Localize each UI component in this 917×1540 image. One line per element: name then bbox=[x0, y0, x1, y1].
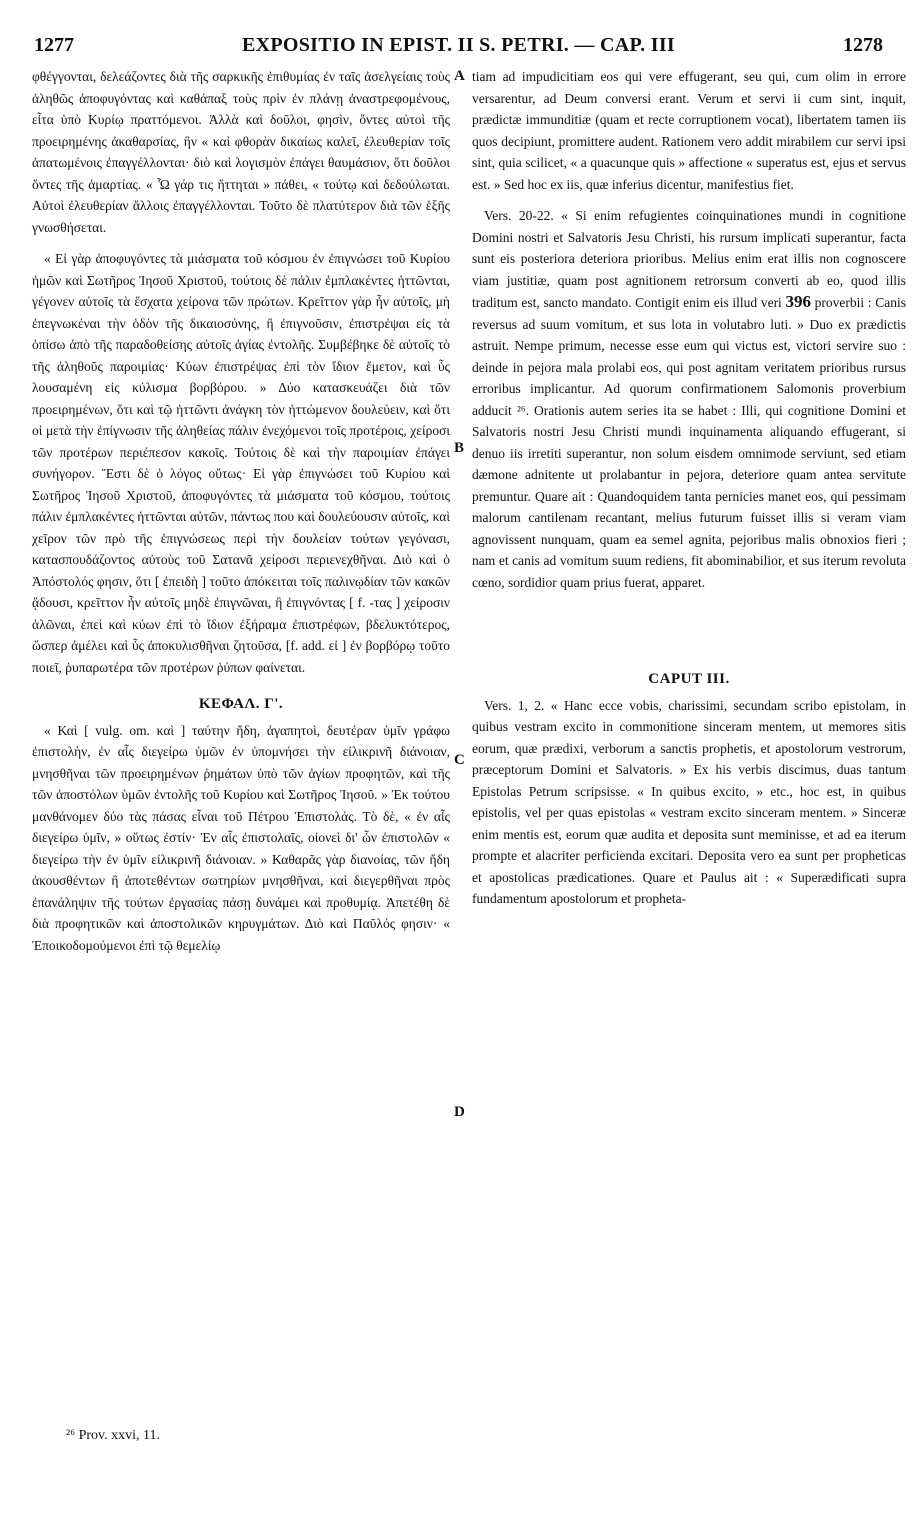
greek-paragraph: « Εἰ γὰρ ἀποφυγόντες τὰ μιάσματα τοῦ κόσμου ἐν ἐπιγνώσει τοῦ Κυρίου ἡμῶν καὶ Σωτῆρος Ἰησοῦ Χριστοῦ, τούτοις δὲ πάλιν ἐμπλακέντες ἡττῶνται, γέγονεν αὐτοῖς τὰ ἔσχατα χείρονα τῶν πρώτων. Κρεῖττον γὰρ ἦν αὐτοῖς, μὴ ἐπεγνωκέναι τὴν ὁδὸν τῆς δικαιοσύνης, ἢ ἐπιγνοῦσιν, ἐπιστρέψαι εἰς τὰ ὀπίσω ἀπὸ τῆς παραδοθείσης αὐτοῖς ἁγίας ἐντολῆς. Συμβέβηκε δὲ αὐτοῖς τὸ τῆς ἀληθοῦς παροιμίας· Κύων ἐπιστρέψας ἐπὶ τὸν ἴδιον ἔμετον, καὶ ὗς λουσαμένη εἰς κύλισμα βορβόρου. » Δύο κατασκευάζει διὰ τῶν προειρημένων, ὅτι καὶ τῷ ἡττῶντι ἀνάγκη τὸν ἡττώμενον δουλεύειν, καὶ ὅτι οἱ μετὰ τὴν ἐπίγνωσιν τῆς ἀληθείας πάλιν ἐνεχόμενοι τοῖς προτέροις, χείροσι τῶν προτέρων περιέπεσον κακοῖς. Τούτοις δὲ καὶ τὴν παροιμίαν ἐπάγει συνήγορον. Ἔστι δὲ ὁ λόγος οὕτως· Εἰ γὰρ ἐπιγνώσει τοῦ Κυρίου καὶ Σωτῆρος Ἰησοῦ Χριστοῦ, ἀποφυγόντες τὰ μιάσματα τοῦ κόσμου, τούτοις πάλιν ἐμπλακέντες ἡττῶνται αὐτῶν, πάντως που καὶ δουλεύουσιν αὐτοῖς, καὶ χεῖρον τῶν πρὸ τῆς ἐπιγνώσεως περὶ τὴν δουλείαν τούτων γεγόνασι, κατασπουδάζοντος αὐτοὺς τοῦ Σατανᾶ χείροσι περιενεχθῆναι. Διὸ καὶ ὁ Ἀπόστολός φησιν, ὅτι [ ἐπειδὴ ] τοῦτο ἀπόκειται τοῖς παλινῳδίαν τῶν κακῶν ᾄδουσι, κρεῖττον ἦν αὐτοῖς μηδὲ ἐπιγνῶναι, ἢ ἐπιγνόντας [ f. -τας ] χείροσιν ἁλῶναι, ἐπεὶ καὶ κύων ἐπὶ τὸ ἴδιον ἐξήραμα ἐπιστρέφων, βδελυκτότερος, ὥσπερ ἀμέλει καὶ ὗς ἀποκυλισθῆναι ζητοῦσα, [f. add. εἰ ] ἐν βορβόρῳ τοῦτο ποιεῖ, ῥυπαρωτέρα τῶν προτέρων ῥύπων φαίνεται. bbox=[32, 251, 450, 675]
greek-paragraph: « Καὶ [ vulg. om. καὶ ] ταύτην ἤδη, ἀγαπητοὶ, δευτέραν ὑμῖν γράφω ἐπιστολὴν, ἐν αἷς διεγείρω ὑμῶν ἐν ὑπομνήσει τὴν εἰλικρινῆ διάνοιαν, μνησθῆναι τῶν προειρημένων ῥημάτων ὑπὸ τῶν ἁγίων προφητῶν, καὶ τῆς τῶν ἀποστόλων ὑμῶν ἐντολῆς τοῦ Κυρίου καὶ Σωτῆρος Ἰησοῦ. » Ἐκ τούτου μανθάνομεν δύο τὰς πάσας εἶναι τοῦ Πέτρου Ἐπιστολάς. Τὸ δὲ, « ἐν αἷς διεγείρω ὑμῖν, » οὕτως ἐστίν· Ἐν αἷς ἐπιστολαῖς, οἱονεὶ δι' ὧν ἐπιστολῶν « διεγείρω τὴν ἐν ὑμῖν εἰλικρινῆ διάνοιαν. » Καθαρᾶς γὰρ διανοίας, τῶν ἤδη ἀκουσθέντων ἢ ἀποτεθέντων σωτηρίων μνησθῆναι, καὶ διεγερθῆναι πρὸς ἐπανάληψιν τῆς τούτων ἐργασίας πάσῃ δυνάμει καὶ προθυμίᾳ. Ἀπετέθη δὲ διὰ προφητικῶν καὶ ἀποστολικῶν κηρυγμάτων. Διὸ καὶ Παῦλός φησιν· « Ἐποικοδομούμενοι ἐπὶ τῷ θεμελίῳ bbox=[32, 722, 450, 953]
latin-chapter-heading: CAPUT III. bbox=[648, 671, 730, 687]
greek-column bbox=[32, 66, 450, 966]
page-number-right: 1278 bbox=[843, 34, 883, 56]
column-number: 396 bbox=[785, 292, 811, 311]
greek-chapter-heading: ΚΕΦΑΛ. Γ'. bbox=[198, 696, 284, 712]
latin-paragraph: tiam ad impudicitiam eos qui vere effugerant, seu qui, cum olim in errore versarentur, ad Deum conversi erant. Verum et servi ii cum sint, inquit, prædictæ immunditiæ (quam et recte corruptionem vocat), libertatem tamen iis quos decipiunt, promittere audent. Rationem vero addit mirabilem cur servi ipsi sint, quia scilicet, « a quacunque quis » affectione « superatus est, ejus et servus est. » Sed hoc ex iis, quæ inferius dicentur, manifestius fiet. bbox=[472, 69, 906, 192]
page-number-left: 1277 bbox=[34, 34, 74, 56]
running-title: EXPOSITIO IN EPIST. II S. PETRI. — CAP. III bbox=[241, 34, 676, 56]
margin-letter-b: B bbox=[454, 440, 465, 456]
page-header bbox=[34, 34, 883, 64]
greek-paragraph: φθέγγονται, δελεάζοντες διὰ τῆς σαρκικῆς ἐπιθυμίας ἐν ταῖς ἀσελγείαις τοὺς ἀληθῶς ἀποφυγόντας καὶ καθάπαξ τοὺς πρὶν ἐν πλάνῃ ἀναστρεφομένους, εἶτα ὑπὸ Κυρίῳ πραττόμενοι. Ἀλλὰ καὶ δοῦλοι, φησὶν, ὄντες αὐτοὶ τῆς προειρημένης ἀκαθαρσίας, ἣν « καὶ φθορὰν δικαίως καλεῖ, ἐλευθερίαν τοῖς ἀπατωμένοις ἐπαγγέλλονται· διὸ καὶ λογισμὸν ἐπάγει θαυμάσιον, ὅτι δοῦλοι ὄντες τῆς ἁμαρτίας. « Ὧ γάρ τις ἥττηται » πάθει, « τούτῳ καὶ δεδούλωται. Αὐτοὶ ἐλευθερίαν ἄλλοις ἐπαγγέλλονται. Τοῦτο δὲ πλατύτερον διὰ τῶν ἑξῆς γνωσθήσεται. bbox=[32, 69, 450, 235]
footnote: ²⁶ Prov. xxvi, 11. bbox=[66, 1428, 160, 1443]
latin-paragraph bbox=[472, 205, 906, 593]
margin-letter-a: A bbox=[454, 68, 465, 84]
latin-paragraph: Vers. 1, 2. « Hanc ecce vobis, charissimi, secundam scribo epistolam, in quibus vestram excito in commonitione sinceram mentem, ut memores sitis eorum, quæ prædixi, verborum a sanctis prophetis, et apostolorum vestrorum, præceptorum Domini et Salvatoris. » Ex his verbis discimus, duas tantum Epistolas Petrum scripsisse. « In quibus excito, » etc., hoc est, in quibus epistolis, vel per quas epistolas « vestram excito sinceram mentem. » Sinceræ enim mentis est, eorum quæ audita et deposita sunt meminisse, et ad ea iterum prompte et alacriter perficienda excitari. Deposita vero ea sunt per propheticas et apostolicas prædicationes. Quare et Paulus ait : « Superædificati supra fundamentum apostolorum et propheta- bbox=[472, 697, 906, 906]
latin-verse-text: proverbii : Canis reversus ad suum vomitum, et sus lota in volutabro luti. » Duo ex prædictis astruit. Nempe primum, necesse esse eum qui victus est, victori servire suo : deinde in pejora mala prolabi eos, qui post agnitam veritatem prioribus rursus erroribus implicantur. Ad quorum confirmationem Salomonis proverbium adducit ²⁶. Orationis autem series ita se habet : Illi, qui cognitione Domini et Salvatoris nostri Jesu Christi mundi inquinamenta aliquando effugerant, si denuo iis irretiti superantur, non solum eisdem omnimode serviunt, sed etiam dæmone adnitente ut prolabantur in pejora, deteriore quam antea servitute premuntur. Quare ait : Quandoquidem tanta pernicies manet eos, qui pessimam malorum cantilenam recantant, melius futurum fuisset illis si veram viam agnovissent nunquam, quam ea semel agnita, pejoribus malis obnoxios fieri ; nam et canis ad vomitum suum rediens, fit abominabilior, et sus iterum revoluta cœno, sordidior quam prius fuerat, apparet. bbox=[472, 295, 906, 590]
margin-letter-c: C bbox=[454, 752, 465, 768]
latin-verse-text: Vers. 20-22. « Si enim refugientes coinquinationes mundi in cognitione Domini nostri et Salvatoris Jesu Christi, his rursum implicati superantur, facta sunt eis posteriora deteriora prioribus. Melius enim erat illis non cognoscere viam justitiæ, quam post agnitionem retrorsum converti ab eo, quod illis traditum est, sancto mandato. Contigit enim eis illud veri bbox=[472, 208, 906, 310]
latin-column bbox=[472, 66, 906, 920]
margin-letter-d: D bbox=[454, 1104, 465, 1120]
